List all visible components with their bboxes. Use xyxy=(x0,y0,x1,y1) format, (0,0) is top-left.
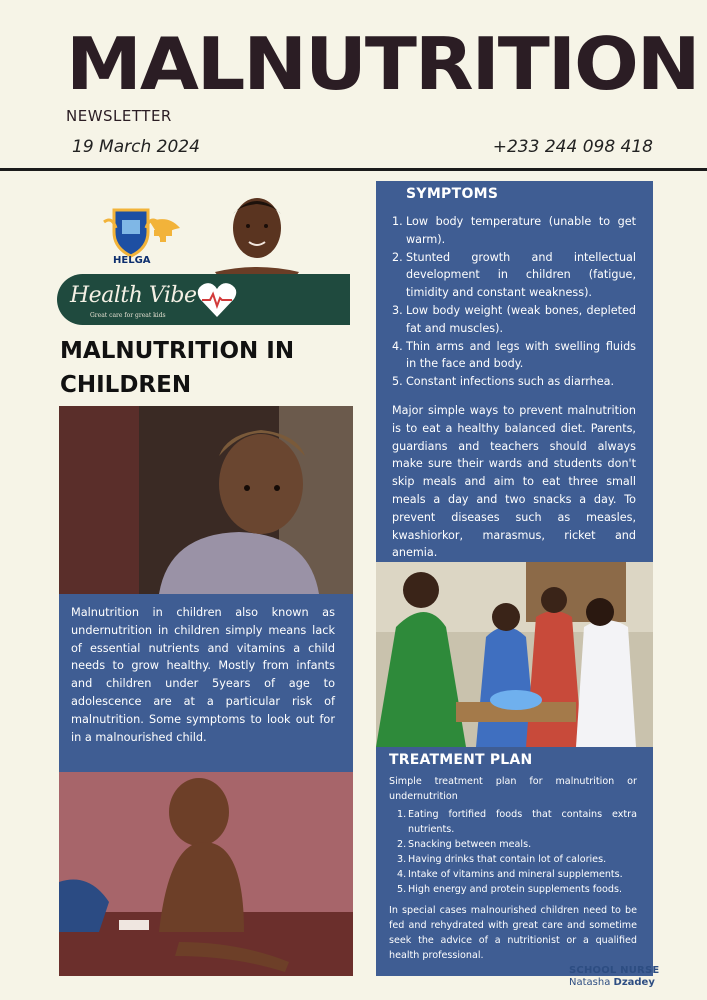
heart-icon xyxy=(196,281,238,319)
treatment-intro: Simple treatment plan for malnutrition or undernutrition xyxy=(389,776,637,802)
symptoms-list xyxy=(392,213,636,391)
treatment-panel xyxy=(376,747,653,976)
signature-title: SCHOOL NURSE xyxy=(569,965,660,976)
list-item: 4. Intake of vitamins and mineral supplements. xyxy=(397,869,623,880)
clinic-photo-image xyxy=(376,562,653,747)
list-item: 1. Eating fortified foods that contains extra nutrients. xyxy=(397,809,637,835)
list-item: 3. Low body weight (weak bones, depleted fat and muscles). xyxy=(392,303,636,335)
symptoms-panel xyxy=(376,181,653,562)
intro-text: Malnutrition in children also known as undernutrition in children simply means lack of essential nutrients and vitamins a child needs to grow healthy. Mostly from infants and children under 5years of age to adolescence are at a particular risk of malnutrition. Some symptoms to look out for in a malnourished child. xyxy=(71,606,335,744)
treatment-list xyxy=(397,807,637,897)
treatment-outro: In special cases malnourished children need to be fed and rehydrated with great care and sometime seek the advice of a nutritionist or a qualified health professional. xyxy=(389,905,637,961)
newsletter-title: MALNUTRITION xyxy=(66,22,699,106)
list-item: 1. Low body temperature (unable to get warm). xyxy=(392,215,636,246)
list-item: 4. Thin arms and legs with swelling fluids in the face and body. xyxy=(392,339,636,371)
logo-text: HELGA xyxy=(113,255,151,266)
intro-panel xyxy=(59,594,353,772)
signature-name: Natasha Dzadey xyxy=(569,977,655,988)
malnourished-child-photo-image xyxy=(59,772,353,976)
header-divider xyxy=(0,168,707,171)
list-item: 2. Stunted growth and intellectual development in children (fatigue, timidity and constant weakness). xyxy=(392,250,636,300)
contact-phone: +233 244 098 418 xyxy=(492,137,653,157)
child-photo-image xyxy=(59,406,353,594)
section-title: MALNUTRITION IN CHILDREN xyxy=(60,338,295,398)
list-item: 5. High energy and protein supplements foods. xyxy=(397,884,623,895)
issue-date: 19 March 2024 xyxy=(72,137,200,157)
list-item: 5. Constant infections such as diarrhea. xyxy=(392,375,615,389)
banner-brand-name: Health Vibe xyxy=(70,283,197,308)
banner-tagline: Great care for great kids xyxy=(90,312,166,319)
newsletter-subtitle: NEWSLETTER xyxy=(66,107,172,125)
prevention-text: Major simple ways to prevent malnutrition is to eat a healthy balanced diet. Parents, guardians and teachers should always make sure their wards and students don't skip meals and aim to eat three small meals a day and two snacks a day. To prevent diseases such as measles, kwashiorkor, marasmus, ricket and anemia. xyxy=(392,403,636,560)
list-item: 2. Snacking between meals. xyxy=(397,839,532,850)
treatment-heading: TREATMENT PLAN xyxy=(389,752,533,768)
symptoms-heading: SYMPTOMS xyxy=(406,186,499,202)
list-item: 3. Having drinks that contain lot of calories. xyxy=(397,854,607,865)
